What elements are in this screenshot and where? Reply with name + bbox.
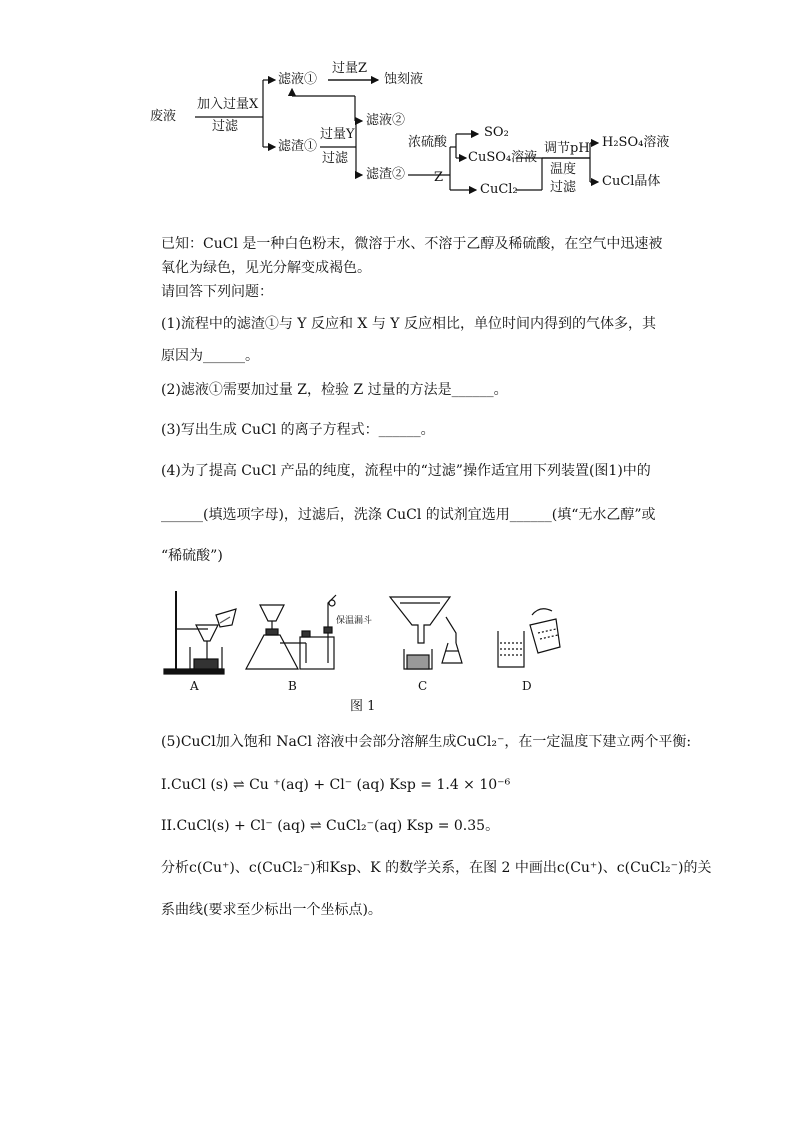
equilibrium-1: I.CuCl (s) ⇌ Cu ⁺(aq) + Cl⁻ (aq) Ksp = 1.4 × 10⁻⁶ — [161, 777, 511, 793]
flow-temp: 温度 — [550, 162, 577, 177]
question-5-line-3: 系曲线(要求至少标出一个坐标点)。 — [161, 902, 382, 918]
flow-filter3: 过滤 — [550, 180, 577, 195]
flow-cuso4: CuSO₄溶液 — [468, 150, 538, 165]
flow-conc-acid: 浓硫酸 — [408, 135, 448, 150]
figure-1-label-b: B — [288, 679, 297, 693]
question-5-line-2: 分析c(Cu⁺)、c(CuCl₂⁻)和Ksp、K 的数学关系，在图 2 中画出c(Cu⁺)、c(CuCl₂⁻)的关 — [161, 860, 712, 876]
figure-1-funnel-label: 保温漏斗 — [336, 616, 373, 626]
flow-filtrate1: 滤液① — [278, 72, 318, 87]
flow-etch: 蚀刻液 — [384, 72, 424, 87]
flow-cucl-crystal: CuCl晶体 — [602, 174, 661, 189]
flow-residue2: 滤渣② — [366, 167, 406, 182]
flowchart — [150, 55, 670, 205]
flow-h2so4: H₂SO₄溶液 — [602, 135, 670, 150]
question-3: (3)写出生成 CuCl 的离子方程式：______。 — [161, 422, 435, 438]
flow-add-x: 加入过量X — [197, 97, 259, 112]
equilibrium-2: II.CuCl(s) + Cl⁻ (aq) ⇌ CuCl₂⁻(aq) Ksp = 0.35。 — [161, 818, 500, 834]
figure-1-label-a: A — [190, 679, 199, 693]
flow-waste: 废液 — [150, 109, 177, 124]
flow-filter1: 过滤 — [212, 119, 239, 134]
flow-residue1: 滤渣① — [278, 139, 318, 154]
known-line-1: 已知：CuCl 是一种白色粉末，微溶于水、不溶于乙醇及稀硫酸，在空气中迅速被 — [161, 236, 663, 252]
question-2: (2)滤液①需要加过量 Z，检验 Z 过量的方法是______。 — [161, 382, 508, 398]
flow-adjust-ph: 调节pH — [544, 141, 590, 156]
question-4-line-3: “稀硫酸”) — [161, 548, 223, 564]
question-1-line-1: (1)流程中的滤渣①与 Y 反应和 X 与 Y 反应相比，单位时间内得到的气体多，其 — [161, 316, 656, 332]
flow-z: Z — [434, 170, 444, 185]
flow-filter2: 过滤 — [322, 151, 349, 166]
flow-so2: SO₂ — [484, 125, 509, 140]
answer-prompt: 请回答下列问题： — [161, 284, 273, 300]
flow-excess-z: 过量Z — [332, 61, 368, 76]
figure-1-label-d: D — [522, 679, 532, 693]
figure-1 — [160, 585, 580, 715]
figure-1-caption: 图 1 — [350, 699, 376, 714]
known-line-2: 氧化为绿色，见光分解变成褐色。 — [161, 260, 371, 276]
question-4-line-1: (4)为了提高 CuCl 产品的纯度，流程中的“过滤”操作适宜用下列装置(图1)中的 — [161, 463, 651, 479]
figure-1-label-c: C — [418, 679, 428, 693]
flow-excess-y: 过量Y — [320, 127, 355, 142]
flow-cucl2: CuCl₂ — [480, 182, 518, 197]
question-5-line-1: (5)CuCl加入饱和 NaCl 溶液中会部分溶解生成CuCl₂⁻，在一定温度下建立两个平衡: — [161, 734, 692, 750]
flow-filtrate2: 滤液② — [366, 113, 406, 128]
question-4-line-2: ______(填选项字母)，过滤后，洗涤 CuCl 的试剂宜选用______(填“无水乙醇”或 — [161, 507, 656, 523]
question-1-line-2: 原因为______。 — [161, 348, 259, 364]
